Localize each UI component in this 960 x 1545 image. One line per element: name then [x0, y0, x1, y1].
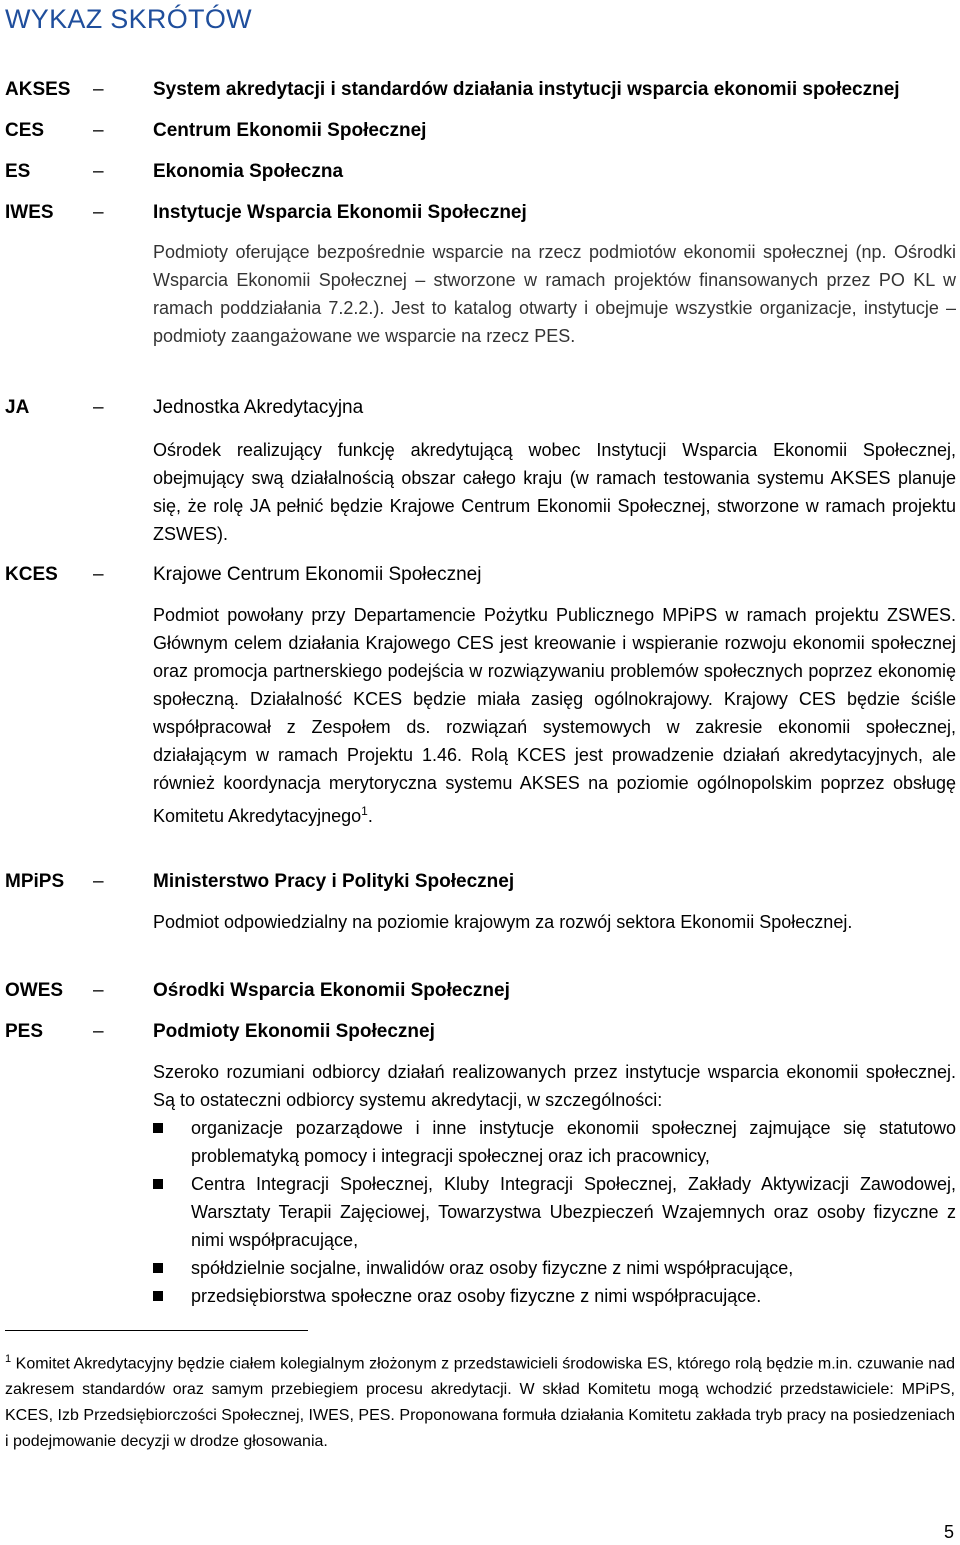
- description-kces: [153, 601, 956, 830]
- dash: –: [93, 79, 104, 100]
- page-title: WYKAZ SKRÓTÓW: [5, 4, 252, 34]
- abbreviation: MPiPS: [5, 871, 65, 892]
- list-item-text: Centra Integracji Społecznej, Kluby Integracji Społecznej, Zakłady Aktywizacji Zawodowej, Warsztaty Terapii Zajęciowej, Towarzystwa Ubezpieczeń Wzajemnych oraz osoby fizyczne z nimi współpracujące,: [191, 1174, 956, 1250]
- term: Podmioty Ekonomii Społecznej: [153, 1021, 435, 1042]
- list-item: [153, 1114, 956, 1170]
- dash: –: [93, 397, 104, 418]
- abbreviation: AKSES: [5, 79, 71, 100]
- dash: –: [93, 871, 104, 892]
- list-item-text: spółdzielnie socjalne, inwalidów oraz osoby fizyczne z nimi współpracujące,: [191, 1258, 794, 1278]
- abbreviation: JA: [5, 397, 30, 418]
- abbreviation: OWES: [5, 980, 64, 1001]
- dash: –: [93, 980, 104, 1001]
- term: Jednostka Akredytacyjna: [153, 397, 364, 418]
- term: Krajowe Centrum Ekonomii Społecznej: [153, 564, 482, 585]
- square-bullet-icon: [153, 1291, 163, 1301]
- dash: –: [93, 564, 104, 585]
- square-bullet-icon: [153, 1123, 163, 1133]
- abbreviation: KCES: [5, 564, 58, 585]
- list-item-text: przedsiębiorstwa społeczne oraz osoby fizyczne z nimi współpracujące.: [191, 1286, 762, 1306]
- term: System akredytacji i standardów działania instytucji wsparcia ekonomii społecznej: [153, 79, 900, 100]
- page-number: 5: [943, 1522, 954, 1542]
- term: Instytucje Wsparcia Ekonomii Społecznej: [153, 202, 527, 223]
- list-item-text: organizacje pozarządowe i inne instytucje ekonomii społecznej zajmujące się statutowo problematyką pomocy i integracji społecznej oraz ich pracownicy,: [191, 1118, 956, 1166]
- dash: –: [93, 161, 104, 182]
- description-ja: Ośrodek realizujący funkcję akredytującą wobec Instytucji Wsparcia Ekonomii Społecznej, obejmujący swą działalnością obszar całego kraju (w ramach testowania systemu AKSES planuje się, że rolę JA pełnić będzie Krajowe Centrum Ekonomii Społecznej, stworzone w ramach projektu ZSWES).: [153, 440, 956, 544]
- description-mpips: Podmiot odpowiedzialny na poziomie krajowym za rozwój sektora Ekonomii Społecznej.: [153, 912, 853, 932]
- footnote-number: 1: [5, 1353, 12, 1365]
- list-item: [153, 1282, 956, 1310]
- footnote-text: Komitet Akredytacyjny będzie ciałem kolegialnym złożonym z przedstawicieli środowiska ES, którego rolą będzie m.in. czuwanie nad zakresem standardów oraz samym przebiegiem procesu akredytacji. W skład Komitetu mogą wchodzić przedstawiciele: MPiPS, KCES, Izb Przedsiębiorczości Społecznej, IWES, PES. Proponowana formuła działania Komitetu zakłada tryb pracy na posiedzeniach i podejmowanie decyzji w drodze głosowania.: [5, 1355, 956, 1451]
- dash: –: [93, 120, 104, 141]
- term: Centrum Ekonomii Społecznej: [153, 120, 427, 141]
- abbreviation: CES: [5, 120, 45, 141]
- term: Ośrodki Wsparcia Ekonomii Społecznej: [153, 980, 510, 1001]
- dash: –: [93, 202, 104, 223]
- abbreviation: IWES: [5, 202, 54, 223]
- description-pes: Szeroko rozumiani odbiorcy działań realizowanych przez instytucje wsparcia ekonomii społecznej. Są to ostateczni odbiorcy systemu akredytacji, w szczególności:: [153, 1062, 956, 1110]
- footnote-separator: [5, 1330, 308, 1331]
- list-item: [153, 1254, 956, 1282]
- abbreviation: ES: [5, 161, 31, 182]
- pes-bullet-list: [153, 1114, 956, 1310]
- footnote-reference[interactable]: 1: [361, 804, 368, 818]
- dash: –: [93, 1021, 104, 1042]
- list-item: [153, 1170, 956, 1254]
- term: Ekonomia Społeczna: [153, 161, 344, 182]
- term: Ministerstwo Pracy i Polityki Społecznej: [153, 871, 515, 892]
- description-end: .: [367, 806, 373, 826]
- square-bullet-icon: [153, 1179, 163, 1189]
- description-text: Podmiot powołany przy Departamencie Pożytku Publicznego MPiPS w ramach projektu ZSWES. Głównym celem działania Krajowego CES jest kreowanie i wspieranie rozwoju ekonomii społecznej oraz promocja partnerskiego podejścia w rozwiązywaniu problemów społecznych poprzez ekonomię społeczną. Działalność KCES będzie miała zasięg ogólnokrajowy. Krajowy CES będzie ściśle współpracował z Zespołem ds. rozwiązań systemowych w zakresie ekonomii społecznej, działającym w ramach Projektu 1.46. Rolą KCES jest prowadzenie działań akredytacyjnych, ale również koordynacja merytoryczna systemu AKSES na poziomie ogólnopolskim poprzez obsługę Komitetu Akredytacyjnego: [153, 605, 956, 826]
- footnote: [5, 1346, 955, 1455]
- square-bullet-icon: [153, 1263, 163, 1273]
- abbreviation: PES: [5, 1021, 44, 1042]
- description-iwes: Podmioty oferujące bezpośrednie wsparcie na rzecz podmiotów ekonomii społecznej (np. Ośrodki Wsparcia Ekonomii Społecznej – stworzone w ramach projektów finansowanych przez PO KL w ramach poddziałania 7.2.2.). Jest to katalog otwarty i obejmuje wszystkie organizacje, instytucje – podmioty zaangażowane we wsparcie na rzecz PES.: [153, 242, 956, 346]
